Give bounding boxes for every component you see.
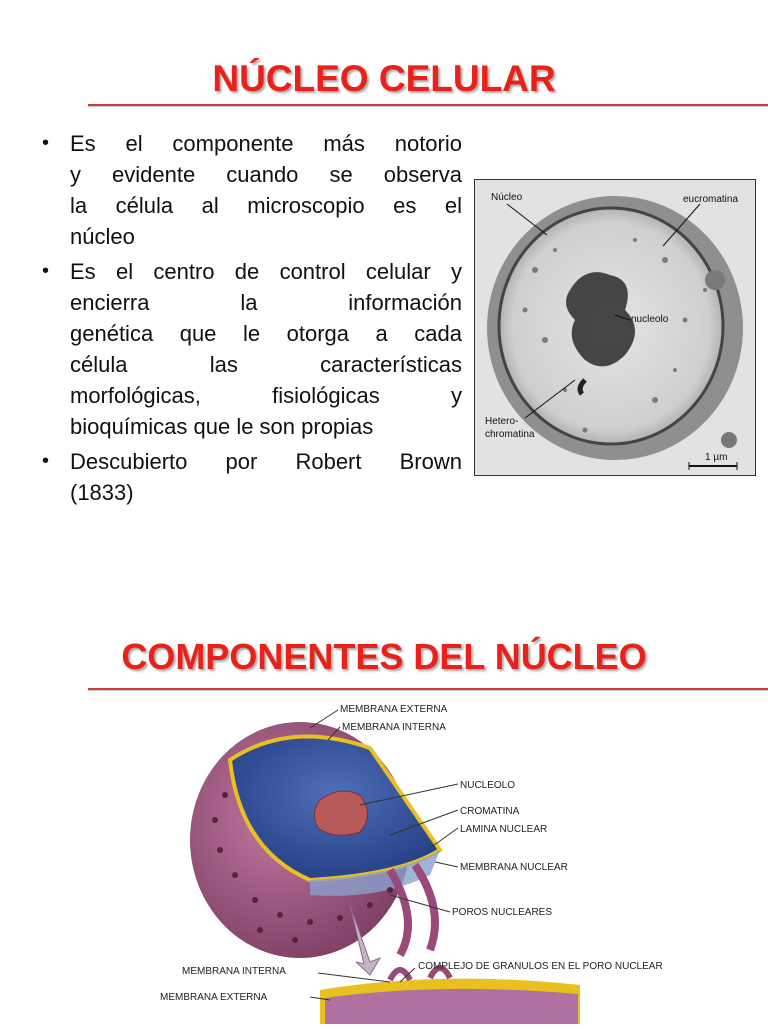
bullet-list	[42, 128, 462, 512]
bullet-line: la célula al microscopio es el	[70, 193, 462, 218]
bullet-item-1	[42, 128, 462, 252]
label-complejo-granulos: COMPLEJO DE GRANULOS EN EL PORO NUCLEAR	[418, 961, 663, 972]
bullet-line: núcleo	[70, 224, 135, 249]
label-cromatina: CROMATINA	[460, 806, 520, 817]
bullet-line: • Descubierto por Robert Brown	[70, 449, 462, 474]
bullet-line: bioquímicas que le son propias	[70, 414, 374, 439]
label-poros-nucleares: POROS NUCLEARES	[452, 907, 553, 918]
label-heterocromatina: Hetero-	[485, 416, 519, 427]
bullet-line: (1833)	[70, 480, 134, 505]
title-underline	[88, 104, 768, 106]
label-nucleolo: nucleolo	[631, 314, 669, 325]
title-underline	[88, 688, 768, 690]
scale-bar-label: 1 µm	[705, 452, 728, 463]
label-nucleolo: NUCLEOLO	[460, 780, 516, 791]
label-lamina-nuclear: LAMINA NUCLEAR	[460, 824, 548, 835]
bullet-item-3	[42, 446, 462, 508]
bullet-line: encierra la información	[70, 290, 462, 315]
label-nucleo: Núcleo	[491, 192, 523, 203]
label-eucromatina: eucromatina	[683, 194, 739, 205]
bullet-item-2	[42, 256, 462, 442]
bullet-line: genética que le otorga a cada	[70, 321, 462, 346]
label-membrana-interna: MEMBRANA INTERNA	[342, 722, 446, 733]
slide-title-nucleo-celular: NÚCLEO CELULAR	[212, 58, 556, 99]
slide-title-componentes: COMPONENTES DEL NÚCLEO	[121, 636, 647, 677]
bullet-line: • Es el centro de control celular y	[70, 259, 462, 284]
nucleus-micrograph	[474, 179, 756, 476]
bullet-line: morfológicas, fisiológicas y	[70, 383, 462, 408]
bullet-line: • Es el componente más notorio	[70, 131, 462, 156]
label-membrana-nuclear: MEMBRANA NUCLEAR	[460, 862, 568, 873]
label-membrana-interna-bottom: MEMBRANA INTERNA	[182, 966, 286, 977]
bullet-line: célula las características	[70, 352, 462, 377]
label-heterocromatina-2: chromatina	[485, 429, 535, 440]
label-membrana-externa-bottom: MEMBRANA EXTERNA	[160, 992, 268, 1003]
bullet-line: y evidente cuando se observa	[70, 162, 462, 187]
nucleus-diagram	[160, 700, 720, 1024]
label-membrana-externa: MEMBRANA EXTERNA	[340, 704, 448, 715]
